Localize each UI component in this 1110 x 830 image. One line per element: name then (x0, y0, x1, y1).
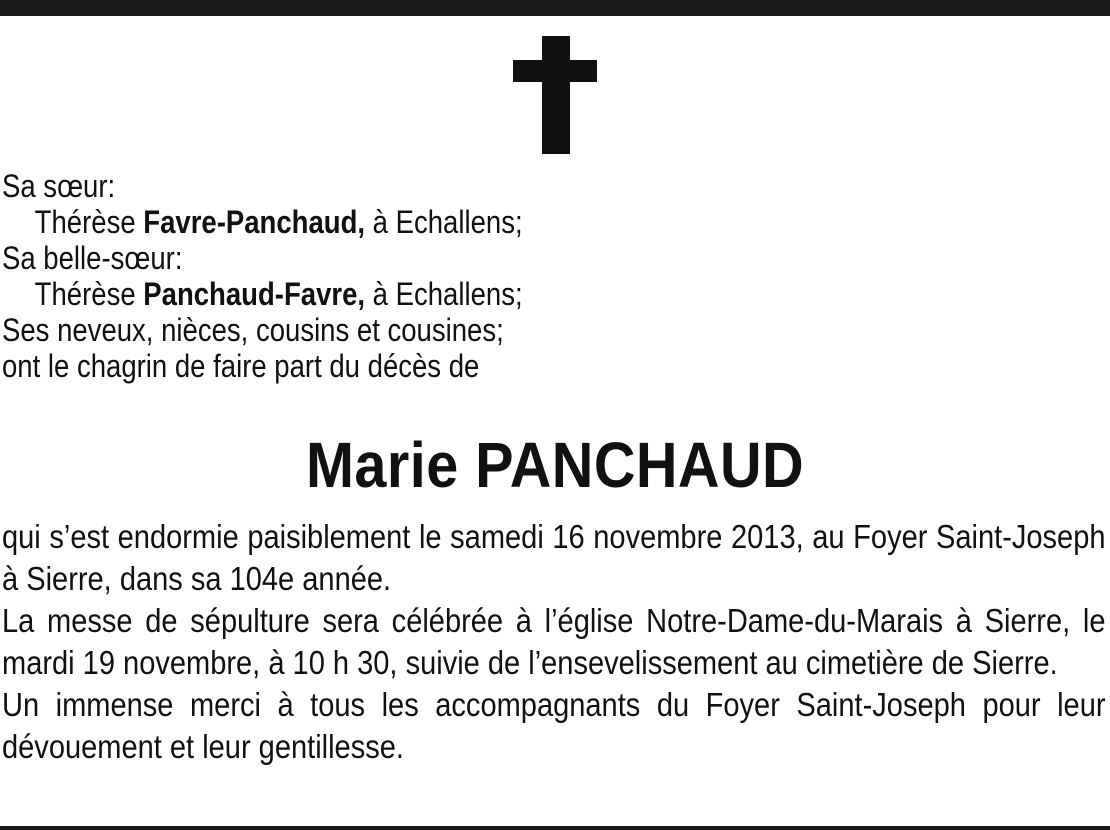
cross-vertical-bar (542, 36, 570, 154)
sister-in-law-surname: Panchaud-Favre, (143, 276, 366, 312)
sister-heading: Sa sœur: (2, 168, 116, 204)
sister-surname: Favre-Panchaud, (143, 204, 366, 240)
death-paragraph: qui s’est endormie paisiblement le samedi 16 novembre 2013, au Foyer Saint-Joseph à Sierre, dans sa 104e année. (2, 518, 1106, 597)
bottom-border-rule (0, 826, 1110, 830)
thanks-paragraph: Un immense merci à tous les accompagnants du Foyer Saint-Joseph pour leur dévouement et leur gentillesse. (2, 686, 1106, 765)
sister-entry (2, 204, 948, 240)
cross-horizontal-bar (513, 60, 597, 82)
announcement-line: ont le chagrin de faire part du décès de (2, 348, 480, 384)
sister-in-law-heading: Sa belle-sœur: (2, 240, 183, 276)
sister-in-law-entry (2, 276, 948, 312)
sister-in-law-first-name: Thérèse (34, 276, 144, 312)
top-border-rule (0, 0, 1110, 16)
obituary-body (2, 516, 1106, 768)
family-list (2, 168, 948, 384)
relatives-line: Ses neveux, nièces, cousins et cousines; (2, 312, 504, 348)
deceased-name: Marie PANCHAUD (305, 429, 805, 501)
sister-first-name: Thérèse (34, 204, 144, 240)
sister-place: à Echallens; (365, 204, 523, 240)
sister-in-law-place: à Echallens; (365, 276, 523, 312)
funeral-paragraph: La messe de sépulture sera célébrée à l’église Notre-Dame-du-Marais à Sierre, le mardi 19 novembre, à 10 h 30, suivie de l’ensevelissement au cimetière de Sierre. (2, 602, 1106, 681)
